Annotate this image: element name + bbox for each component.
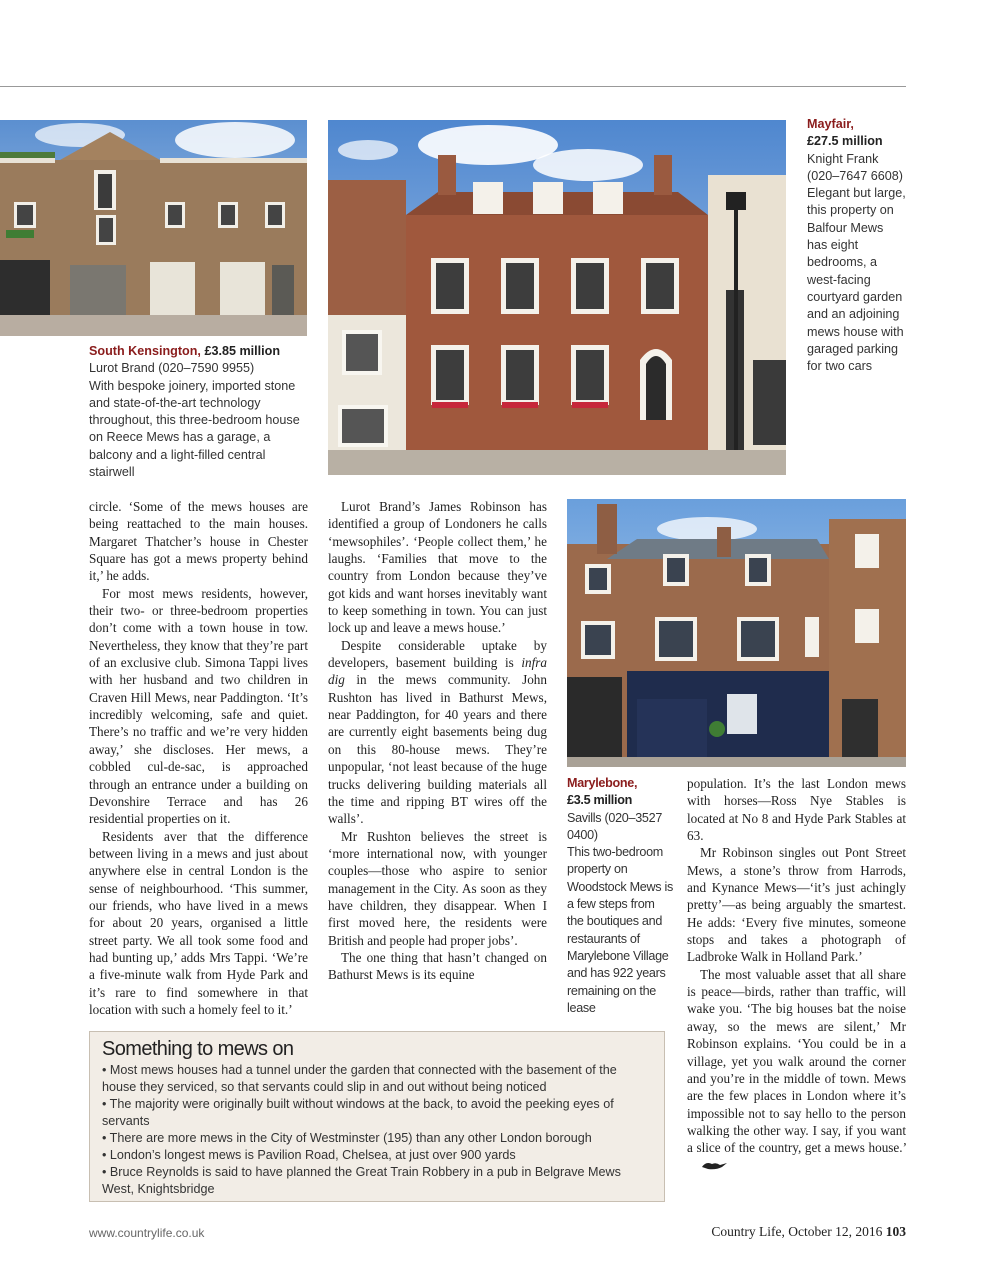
paragraph-text: The most valuable asset that all share is peace—birds, rather than traffic, will wake you. ‘The big houses bat the noise away, so the mews are silent,’ Mr Robinson explains. ‘You could be in a village, yet you walk around the corner and you’re in the middle of town. Mews are the few places in London where it’s impossible not to say hello to the person walking the other way. I say, if you want a slice of the country, get a mews house.’: [687, 966, 906, 1156]
sidebar-list-item: • Bruce Reynolds is said to have planned the Great Train Robbery in a pub in Belgrave Mews West, Knightsbridge: [102, 1165, 621, 1196]
paragraph: [687, 966, 906, 1175]
sidebar-list: [102, 1062, 650, 1198]
footer-issue: Country Life, October 12, 2016: [711, 1224, 883, 1239]
caption-agent: Savills (020–3527 0400): [567, 810, 663, 842]
caption-location: Marylebone,: [567, 776, 638, 790]
paragraph: [328, 637, 547, 828]
paragraph: The one thing that hasn’t changed on Bathurst Mews is its equine: [328, 949, 547, 983]
mayfair-caption: [807, 116, 907, 375]
caption-price: £3.85 million: [204, 344, 281, 358]
paragraph: Lurot Brand’s James Robinson has identified a group of Londoners he calls ‘mewsophiles’. ‘People collect them,’ he laughs. ‘Families that move to the country from London because they’ve got kids and want horses inevitably want to keep something in town. You can just lock up and leave a mews house.’: [328, 499, 547, 636]
article-column-1: [89, 498, 308, 1018]
caption-text: This two-bedroom property on Woodstock Mews is a few steps from the boutiques and restaurants of Marylebone Village and has 922 years remaining on the lease: [567, 845, 673, 1015]
paragraph: Mr Robinson singles out Pont Street Mews, a stone’s throw from Harrods, and Kynance Mews—‘it’s just achingly pretty’—as being arguably the smartest. He adds: ‘Every five minutes, someone stops and takes a photograph of Ladbroke Walk in Holland Park.’: [687, 845, 906, 965]
sidebar-list-item: • London’s longest mews is Pavilion Road, Chelsea, at just over 900 yards: [102, 1148, 516, 1162]
marylebone-caption: [567, 775, 673, 1017]
sidebar-list-item: • The majority were originally built without windows at the back, to avoid the peeking eyes of servants: [102, 1097, 614, 1128]
caption-price: £3.5 million: [567, 793, 632, 808]
caption-agent: Lurot Brand (020–7590 9955): [89, 361, 255, 376]
marylebone-photo: [567, 499, 906, 767]
sidebar-title: Something to mews on: [102, 1038, 294, 1060]
footer-website: www.countrylife.co.uk: [89, 1226, 205, 1240]
sidebar-list-item: • There are more mews in the City of Westminster (195) than any other London borough: [102, 1131, 592, 1145]
footer-folio: [711, 1224, 906, 1240]
caption-text: Elegant but large, this property on Balfour Mews has eight bedrooms, a west-facing courtyard garden and an adjoining mews house with garaged parking for two cars: [807, 186, 906, 374]
paragraph-text: in the mews community. John Rushton has lived in Bathurst Mews, near Paddington, for 40 years and there are currently eight basements being dug on this 80-house mews. They’re unpopular, ‘not least because of the huge trucks delivering building materials all the time and ripping BT wires off the walls’.: [328, 672, 547, 827]
paragraph: For most mews residents, however, their two- or three-bedroom properties don’t come with a town house in tow. Nevertheless, they know that they’re part of an exclusive club. Simona Tappi lives with her husband and two children in Craven Hill Mews, near Paddington. ‘It’s incredibly welcoming, safe and quiet. There’s no traffic and we’re very hidden away,’ she discloses. Her mews, a cobbled cul-de-sac, is approached through an entrance under a building on Devonshire Terrace and has 26 residential properties on it.: [89, 585, 308, 827]
top-rule: [0, 86, 906, 87]
italic-phrase: infra dig: [328, 655, 547, 688]
paragraph-text: Despite considerable uptake by developers, basement building is: [328, 637, 547, 671]
article-column-3: [687, 775, 906, 1175]
paragraph: circle. ‘Some of the mews houses are being reattached to the main houses. Margaret Thatcher’s house in Chester Square has got a mews property behind it,’ he adds.: [89, 499, 308, 584]
south-kensington-caption: [89, 343, 314, 481]
caption-price: £27.5 million: [807, 134, 883, 149]
sidebar-list-item: • Most mews houses had a tunnel under the garden that connected with the basement of the house they serviced, so that servants could slip in and out without being noticed: [102, 1063, 617, 1094]
caption-location: Mayfair,: [807, 117, 854, 131]
article-column-2: [328, 498, 547, 984]
south-kensington-photo: [0, 120, 307, 336]
mayfair-photo: [328, 120, 786, 475]
caption-location: South Kensington,: [89, 344, 201, 358]
sidebar-box: [89, 1031, 665, 1202]
paragraph: population. It’s the last London mews with horses—Ross Nye Stables is located at No 8 and Hyde Park Stables at 63.: [687, 776, 906, 844]
pheasant-icon: [687, 1158, 728, 1175]
paragraph: Mr Rushton believes the street is ‘more international now, with younger couples—those who aspire to senior management in the City. As soon as they have children, they disappear. When I first moved here, the residents were British and people had proper jobs’.: [328, 828, 547, 948]
paragraph: Residents aver that the difference between living in a mews and just about anywhere else in central London is the sense of neighbourhood. ‘This summer, our friends, who have lived in a mews for about 20 years, organised a little street party. We all took some food and had bunting up,’ adds Mrs Tappi. ‘We’re a five-minute walk from Hyde Park and it’s rare to find somewhere in that location with such a homely feel to it.’: [89, 828, 308, 1017]
page-number: 103: [885, 1224, 906, 1239]
caption-agent: Knight Frank (020–7647 6608): [807, 151, 903, 183]
caption-text: With bespoke joinery, imported stone and state-of-the-art technology throughout, this three-bedroom house on Reece Mews has a garage, a balcony and a light-filled central stairwell: [89, 378, 300, 480]
